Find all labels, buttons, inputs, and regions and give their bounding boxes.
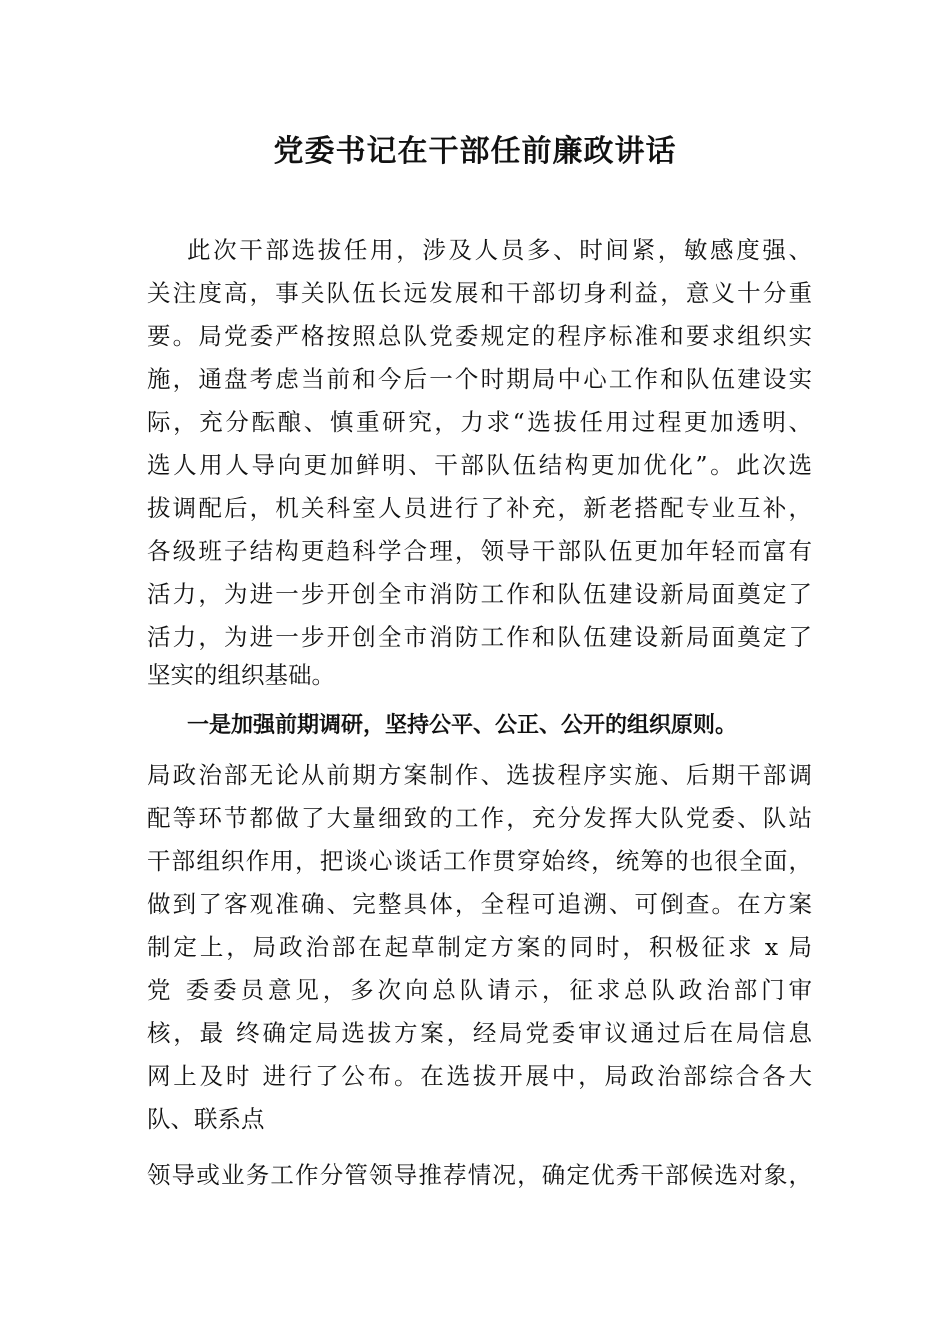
paragraph-1-line-5: 际，充分酝酿、慎重研究，力求“选拔任用过程更加透明、	[147, 408, 812, 436]
paragraph-2-line-8: 网上及时 进行了公布。在选拔开展中，局政治部综合各大	[147, 1062, 812, 1090]
paragraph-1-line-9: 活力，为进一步开创全市消防工作和队伍建设新局面奠定了	[147, 580, 812, 608]
paragraph-2-line-1: 局政治部无论从前期方案制作、选拔程序实施、后期干部调	[147, 761, 812, 789]
paragraph-2-line-4: 做到了客观准确、完整具体，全程可追溯、可倒查。在方案	[147, 890, 812, 918]
paragraph-1-line-1: 此次干部选拔任用，涉及人员多、时间紧，敏感度强、	[187, 236, 812, 264]
paragraph-2-line-9: 队、联系点	[147, 1105, 265, 1133]
paragraph-2-line-3: 干部组织作用，把谈心谈话工作贯穿始终，统筹的也很全面，	[147, 847, 812, 875]
paragraph-2-line-2: 配等环节都做了大量细致的工作，充分发挥大队党委、队站	[147, 804, 812, 832]
paragraph-1-line-10: 活力，为进一步开创全市消防工作和队伍建设新局面奠定了	[147, 623, 812, 651]
paragraph-1-line-8: 各级班子结构更趋科学合理，领导干部队伍更加年轻而富有	[147, 537, 812, 565]
paragraph-1-line-4: 施，通盘考虑当前和今后一个时期局中心工作和队伍建设实	[147, 365, 812, 393]
paragraph-2-line-7: 核，最 终确定局选拔方案，经局党委审议通过后在局信息	[147, 1019, 812, 1047]
paragraph-1-line-3: 要。局党委严格按照总队党委规定的程序标准和要求组织实	[147, 322, 812, 350]
paragraph-1-line-11: 坚实的组织基础。	[147, 661, 335, 689]
paragraph-2-line-5: 制定上，局政治部在起草制定方案的同时，积极征求 x 局	[147, 933, 812, 961]
paragraph-2-line-6: 党 委委员意见，多次向总队请示，征求总队政治部门审	[147, 976, 812, 1004]
document-title: 党委书记在干部任前廉政讲话	[273, 134, 677, 169]
paragraph-1-line-6: 选人用人导向更加鲜明、干部队伍结构更加优化”。此次选	[147, 451, 812, 479]
paragraph-3-line-1: 领导或业务工作分管领导推荐情况，确定优秀干部候选对象，	[147, 1161, 812, 1189]
section-heading-1: 一是加强前期调研，坚持公平、公正、公开的组织原则。	[187, 713, 738, 738]
paragraph-1-line-7: 拔调配后，机关科室人员进行了补充，新老搭配专业互补，	[147, 494, 812, 522]
paragraph-1-line-2: 关注度高，事关队伍长远发展和干部切身利益，意义十分重	[147, 279, 812, 307]
